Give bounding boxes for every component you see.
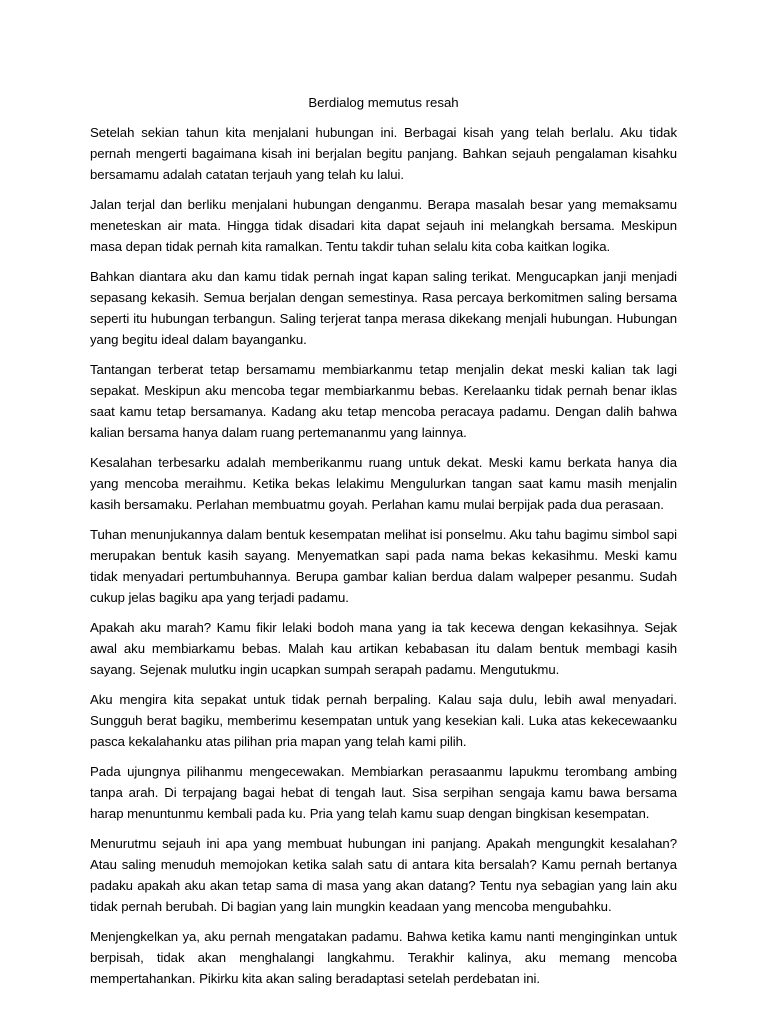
document-body — [90, 122, 677, 989]
paragraph: Jalan terjal dan berliku menjalani hubungan denganmu. Berapa masalah besar yang memaksamu meneteskan air mata. Hingga tidak disadari kita dapat sejauh ini melangkah bersama. Meskipun masa depan tidak pernah kita ramalkan. Tentu takdir tuhan selalu kita coba kaitkan logika. — [90, 197, 677, 254]
paragraph: Tuhan menunjukannya dalam bentuk kesempatan melihat isi ponselmu. Aku tahu bagimu simbol sapi merupakan bentuk kasih sayang. Menyematkan sapi pada nama bekas kekasihmu. Meski kamu tidak menyadari pertumbuhannya. Berupa gambar kalian berdua dalam walpeper pesanmu. Sudah cukup jelas bagiku apa yang terjadi padamu. — [90, 527, 677, 605]
document-title: Berdialog memutus resah — [308, 95, 459, 110]
paragraph: Tantangan terberat tetap bersamamu membiarkanmu tetap menjalin dekat meski kalian tak lagi sepakat. Meskipun aku mencoba tegar membiarkanmu bebas. Kerelaanku tidak pernah benar iklas saat kamu tetap bersamanya. Kadang aku tetap mencoba peracaya padamu. Dengan dalih bahwa kalian bersama hanya dalam ruang pertemananmu yang lainnya. — [90, 362, 677, 440]
paragraph: Setelah sekian tahun kita menjalani hubungan ini. Berbagai kisah yang telah berlalu. Aku tidak pernah mengerti bagaimana kisah ini berjalan begitu panjang. Bahkan sejauh pengalaman kisahku bersamamu adalah catatan terjauh yang telah ku lalui. — [90, 125, 677, 182]
paragraph: Kesalahan terbesarku adalah memberikanmu ruang untuk dekat. Meski kamu berkata hanya dia yang mencoba meraihmu. Ketika bekas lelakimu Mengulurkan tangan saat kamu masih menjalin kasih bersamaku. Perlahan membuatmu goyah. Perlahan kamu mulai berpijak pada dua perasaan. — [90, 455, 677, 512]
paragraph: Aku mengira kita sepakat untuk tidak pernah berpaling. Kalau saja dulu, lebih awal menyadari. Sungguh berat bagiku, memberimu kesempatan untuk yang kesekian kali. Luka atas kekecewaanku pasca kekalahanku atas pilihan pria mapan yang telah kami pilih. — [90, 692, 677, 749]
paragraph: Menurutmu sejauh ini apa yang membuat hubungan ini panjang. Apakah mengungkit kesalahan? Atau saling menuduh memojokan ketika salah satu di antara kita bersalah? Kamu pernah bertanya padaku apakah aku akan tetap sama di masa yang akan datang? Tentu nya sebagian yang lain aku tidak pernah berubah. Di bagian yang lain mungkin keadaan yang mencoba mengubahku. — [90, 836, 677, 914]
paragraph: Pada ujungnya pilihanmu mengecewakan. Membiarkan perasaanmu lapukmu terombang ambing tanpa arah. Di terpajang bagai hebat di tengah laut. Sisa serpihan sengaja kamu bawa bersama harap menuntunmu kembali pada ku. Pria yang telah kamu suap dengan bingkisan kesempatan. — [90, 764, 677, 821]
paragraph: Apakah aku marah? Kamu fikir lelaki bodoh mana yang ia tak kecewa dengan kekasihnya. Sejak awal aku membiarkamu bebas. Malah kau artikan kebabasan itu dalam bentuk membagi kasih sayang. Sejenak mulutku ingin ucapkan sumpah serapah padamu. Mengutukmu. — [90, 620, 677, 677]
paragraph: Bahkan diantara aku dan kamu tidak pernah ingat kapan saling terikat. Mengucapkan janji menjadi sepasang kekasih. Semua berjalan dengan semestinya. Rasa percaya berkomitmen saling bersama seperti itu hubungan terbangun. Saling terjerat tanpa merasa dikekang menjali hubungan. Hubungan yang begitu ideal dalam bayanganku. — [90, 269, 677, 347]
paragraph: Menjengkelkan ya, aku pernah mengatakan padamu. Bahwa ketika kamu nanti menginginkan untuk berpisah, tidak akan menghalangi langkahmu. Terakhir kalinya, aku memang mencoba mempertahankan. Pikirku kita akan saling beradaptasi setelah perdebatan ini. — [90, 929, 677, 986]
